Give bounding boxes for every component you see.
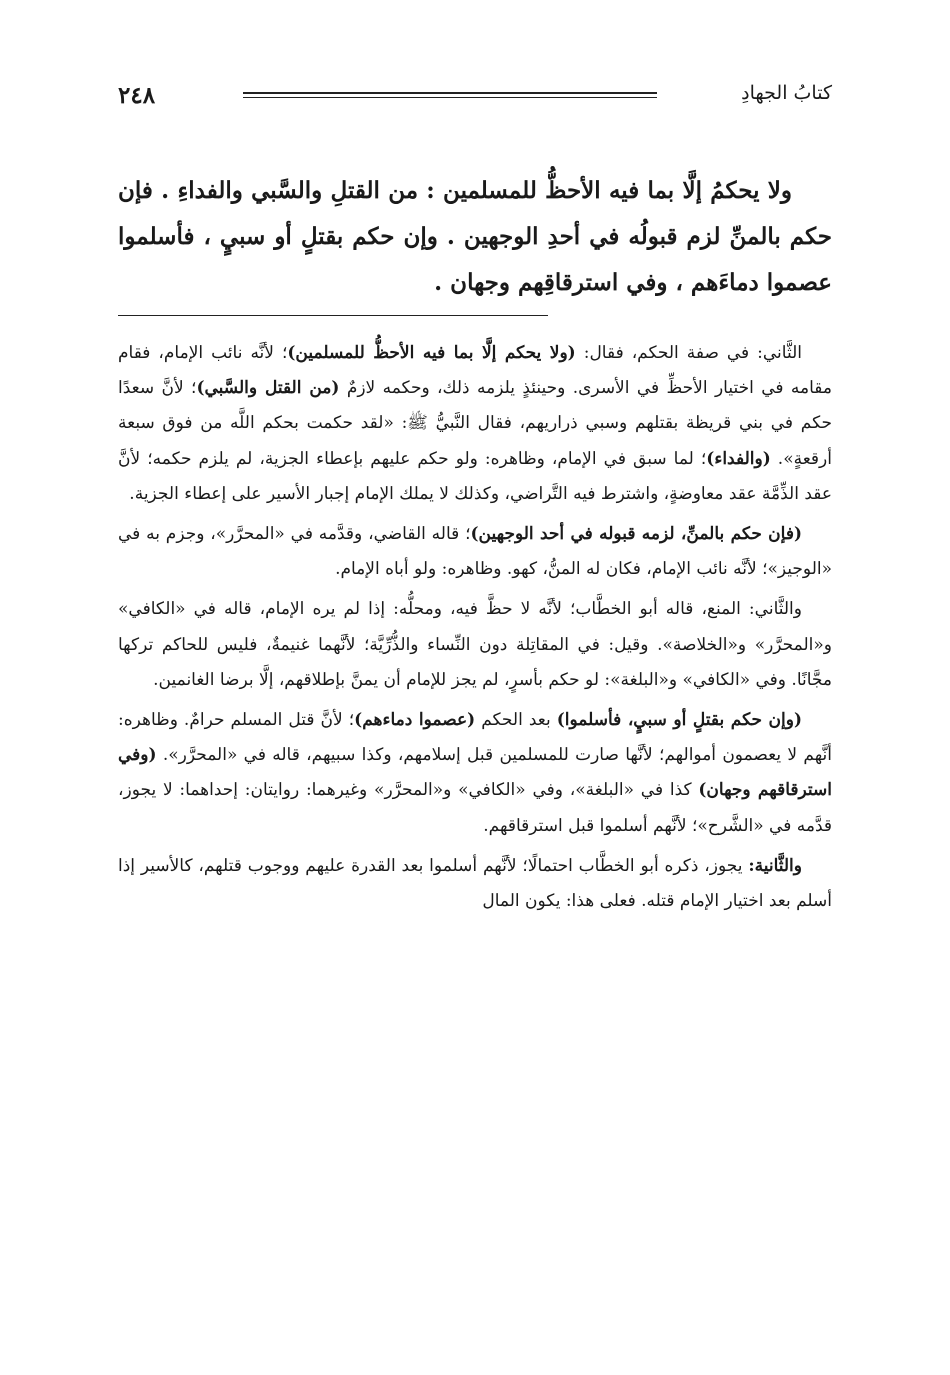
commentary-paragraph xyxy=(118,517,832,587)
quoted-matn-phrase: (والفداء) xyxy=(706,448,771,469)
commentary-text: ؛ لأنَّ سعدًا حكم في بني قريظة بقتلهم وسبي ذراريهم، فقال النَّبيُّ ﷺ: «لقد حكمت بحكم اللَّه من فوق سبعة أرقعةٍ». xyxy=(118,378,832,469)
page-number: ٢٤٨ xyxy=(118,82,156,109)
commentary-text: يجوز، ذكره أبو الخطَّاب احتمالًا؛ لأنَّهم أسلموا بعد القدرة عليهم ووجوب قتلهم، كالأسير إذا أسلم بعد اختيار الإمام قتله. فعلى هذا: يكون المال xyxy=(118,855,832,912)
commentary-paragraph xyxy=(118,703,832,844)
commentary-text: الثَّاني: في صفة الحكم، فقال: xyxy=(575,343,803,363)
commentary-text: كذا في «البلغة»، وفي «الكافي» و«المحرَّر» وغيرهما: روايتان: إحداهما: لا يجوز، قدَّمه في «الشَّرح»؛ لأنَّهم أسلموا قبل استرقاقهم. xyxy=(118,780,832,836)
commentary-text: ؛ لما سبق في الإمام، وظاهره: ولو حكم عليهم بإعطاء الجزية، لم يلزم حكمه؛ لأنَّ عقد الذِّمَّة عقد معاوضةٍ، واشترط فيه التَّراضي، وكذلك لا يملك الإمام إجبار الأسير على إعطاء الجزية. xyxy=(118,448,832,504)
commentary-text: ؛ قاله القاضي، وقدَّمه في «المحرَّر»، وجزم به في «الوجيز»؛ لأنَّه نائب الإمام، فكان له المنُّ، كهو. وظاهره: ولو أباه الإمام. xyxy=(118,524,832,580)
header-rule xyxy=(243,92,657,98)
quoted-matn-phrase: (فإن حكم بالمنِّ، لزمه قبوله في أحد الوجهين) xyxy=(470,524,802,545)
quoted-matn-phrase: والثَّانية: xyxy=(748,855,802,876)
commentary xyxy=(118,336,832,924)
quoted-matn-phrase: (عصموا دماءهم) xyxy=(354,710,476,731)
main-text xyxy=(118,168,832,306)
quoted-matn-phrase: (من القتل والسَّبي) xyxy=(196,378,340,399)
commentary-paragraph xyxy=(118,336,832,512)
quoted-matn-phrase: (وإن حكم بقتلٍ أو سبيٍ، فأسلموا) xyxy=(556,710,802,731)
quoted-matn-phrase: (وفي استرقاقهم وجهان) xyxy=(118,745,832,801)
quoted-matn-phrase: (ولا يحكم إلَّا بما فيه الأحظُّ للمسلمين) xyxy=(287,343,576,363)
footnote-separator xyxy=(118,315,548,316)
commentary-text: ؛ لأنَّ قتل المسلم حرامٌ. وظاهره: أنَّهم لا يعصمون أموالهم؛ لأنَّها صارت للمسلمين قبل إسلامهم، وكذا سبيهم، قاله في «المحرَّر». xyxy=(118,710,832,766)
commentary-text: بعد الحكم xyxy=(475,710,557,731)
commentary-text: ؛ لأنَّه نائب الإمام، فقام مقامه في اختيار الأحظِّ في الأسرى. وحينئذٍ يلزمه ذلك، وحكمه لازمٌ xyxy=(118,343,832,399)
chapter-title: كتابُ الجهادِ xyxy=(741,82,832,104)
main-text-paragraph: ولا يحكمُ إلَّا بما فيه الأحظُّ للمسلمين : من القتلِ والسَّبي والفداءِ . فإن حكم بالمنِّ لزم قبولُه في أحدِ الوجهين . وإن حكم بقتلٍ أو سبيٍ ، فأسلموا عصموا دماءَهم ، وفي استرقاقِهم وجهان . xyxy=(118,177,832,296)
commentary-paragraph xyxy=(118,592,832,698)
page-header xyxy=(118,82,832,112)
commentary-text: والثَّاني: المنع، قاله أبو الخطَّاب؛ لأنَّه لا حظَّ فيه، ومحلُّه: إذا لم يره الإمام، قاله في «الكافي» و«المحرَّر» و«الخلاصة». وقيل: في المقاتِلة دون النِّساء والذُّرِّيَّة؛ لأنَّهما غنيمةٌ، فليس للحاكم تركها مجَّانًا. وفي «الكافي» و«البلغة»: لو حكم بأسرٍ، لم يجز للإمام أن يمنَّ بإطلاقهم، إلَّا برضا الغانمين. xyxy=(118,599,832,690)
commentary-paragraph xyxy=(118,849,832,919)
